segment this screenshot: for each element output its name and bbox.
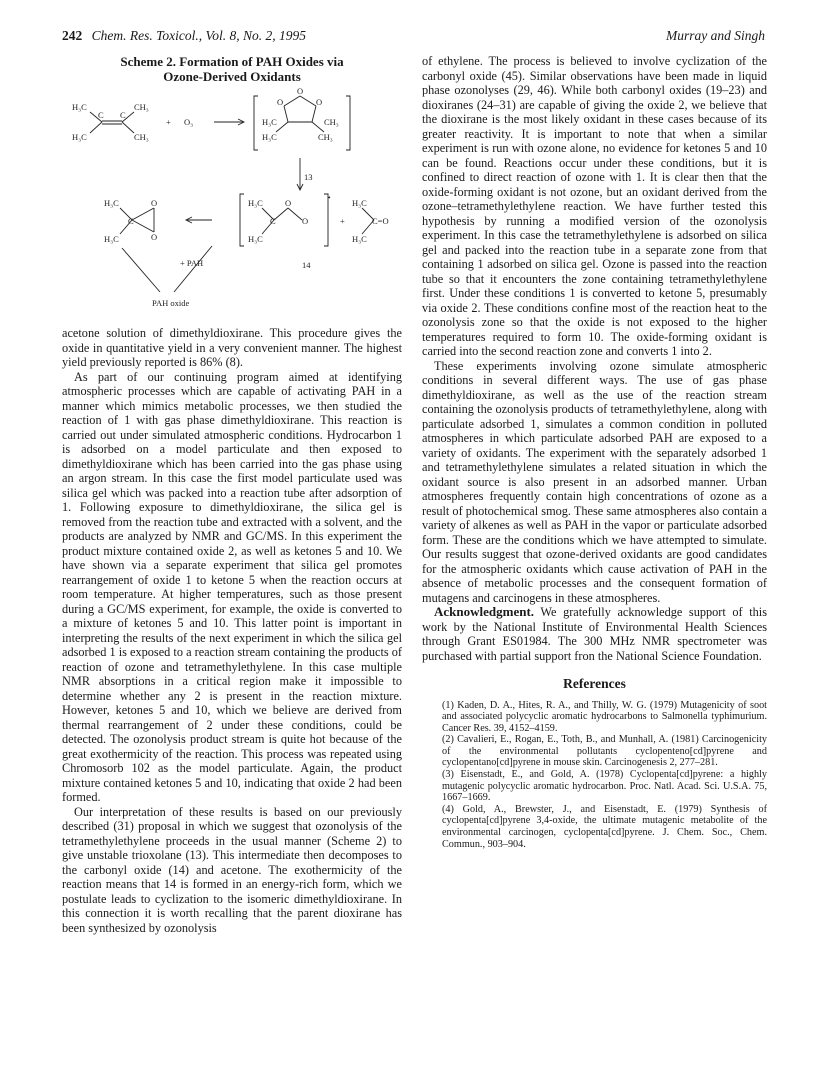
running-header bbox=[62, 28, 765, 46]
scheme-title-line1: Scheme 2. Formation of PAH Oxides via bbox=[120, 54, 344, 69]
oxygen-label-3: O bbox=[316, 97, 323, 107]
carbon-label-3: C bbox=[270, 216, 276, 226]
methyl-label-7: H₃C bbox=[262, 132, 277, 142]
methyl-label-2: CH₃ bbox=[134, 102, 149, 112]
oxygen-label-7: O bbox=[151, 232, 158, 242]
ack-heading: Acknowledgment. bbox=[434, 604, 535, 619]
oxygen-label-4: O bbox=[285, 198, 292, 208]
reference-4: (4) Gold, A., Brewster, J., and Eisenstadt, E. (1979) Synthesis of cyclopenta[cd]pyrene 3,4-oxide, the ultimate mutagenic metabolite of the environmental carcinogen, cyclopenta[cd]pyrene. J. Chem. Soc., Chem. Commun., 903–904. bbox=[442, 803, 767, 850]
plus-sign-2: + bbox=[340, 216, 345, 226]
scheme-title-line2: Ozone-Derived Oxidants bbox=[163, 69, 301, 84]
methyl-label-1: H₃C bbox=[72, 102, 87, 112]
reference-3: (3) Eisenstadt, E., and Gold, A. (1978) Cyclopenta[cd]pyrene: a highly mutagenic polycyclic aromatic hydrocarbon. Proc. Natl. Acad. Sci. U.S.A. 75, 1667–1669. bbox=[442, 769, 767, 804]
right-paragraph-2: These experiments involving ozone simulate atmospheric conditions in several different ways. The use of gas phase dimethyldioxirane, as well as the use of the reaction stream containing the ozonolysis products of tetramethylethylene, along with particulate adsorbed 1, simulates a common condition in polluted atmospheres in which particulate adsorbed PAH are exposed to a variety of oxidants. The experiment with the separately adsorbed 1 and tetramethylethylene simulates a related situation in which the oxidant source is also present in an adsorbed manner. Urban atmospheres frequently contain high concentrations of ozone as a result of photochemical smog. These same atmospheres also contain a variety of alkenes as well as PAH in the vapor or particulate adsorbed form. These are the conditions which we have attempted to simulate. Our results suggest that ozone-derived oxidants are good candidates for the atmospheric oxidants which cause activation of PAH in the absence of metabolic processes and the consequent formation of mutagens and carcinogens in these atmospheres. bbox=[422, 358, 767, 605]
methyl-label-8: CH₃ bbox=[318, 132, 333, 142]
pah-oxide-label: PAH oxide bbox=[152, 298, 190, 308]
ack-text: We gratefully acknowledge support of this work by the National Institute of Environmental Health Sciences through Grant ES01984. The 300 MHz NMR spectrometer was purchased with partial support fron the National Science Foundation. bbox=[422, 605, 767, 663]
plus-sign-1: + bbox=[166, 117, 171, 127]
methyl-label-6: CH₃ bbox=[324, 117, 339, 127]
compound-13-label: 13 bbox=[304, 172, 313, 182]
oxygen-label-5: O bbox=[302, 216, 309, 226]
methyl-label-4: CH₃ bbox=[134, 132, 149, 142]
right-column bbox=[422, 54, 767, 850]
carbon-label-1: C bbox=[98, 110, 104, 120]
oxygen-label-1: O bbox=[297, 88, 304, 96]
left-paragraph-2: As part of our continuing program aimed at identifying atmospheric processes which are capable of activating PAH in a manner which mimics metabolic processes, we then studied the reaction of 1 with gas phase dimethyldioxirane. This reaction is carried out under simulated atmospheric conditions. Hydrocarbon 1 is adsorbed on a model particulate and then exposed to dimethyldioxirane which has been carried into the gas phase using an argon stream. In this case the first model particulate used was silica gel which was packed into a reaction tube after adsorption of 1. Following exposure to dimethyldioxirane, the silica gel is removed from the reaction tube and extracted with a solvent, and the products are analyzed by NMR and GC/MS. In this experiment the product mixture contained oxide 2, as well as ketones 5 and 10. We have shown via a separate experiment that silica gel promotes rearrangement of oxide 1 to ketone 5 when the reaction occurs at room temperature. At higher temperatures, such as those present during a GC/MS experiment, for example, the oxide is converted to a mixture of ketones 5 and 10. This latter point is important in interpreting the results of the next experiment in which the silica gel adsorbed 1 is exposed to a reaction stream containing the products of reaction of ozone and tetramethylethylene. In this case multiple NMR absorptions in a critical region make it impossible to determine whether any 2 is present in the reaction mixture. However, ketones 5 and 10, which we believe are derived from thermal rearrangement of 2 under these conditions, could be detected. The ozonolysis product stream is quite hot because of the great exothermicity of the reaction. This process was repeated using Chromosorb 102 as the model particulate. Again, the product mixture contained ketones 5 and 10, indicating that oxide 2 had been formed. bbox=[62, 369, 402, 804]
oxygen-label-2: O bbox=[277, 97, 284, 107]
journal-citation: Chem. Res. Toxicol., Vol. 8, No. 2, 1995 bbox=[91, 28, 306, 43]
compound-14-label: 14 bbox=[302, 260, 311, 270]
left-column bbox=[62, 326, 402, 935]
methyl-label-9: H₃C bbox=[248, 198, 263, 208]
right-paragraph-1: of ethylene. The process is believed to involve cyclization of the carbonyl oxide (45). Similar observations have been made in liquid phase ozonolyses (29, 46). While both carbonyl oxides (19–23) and dioxiranes (24–31) are capable of giving the oxide 2, we believe that the dioxirane is the most likely oxidant in these cases because of its greater reactivity. It is important to note that when a similar experiment is run with ozone alone, no evidence for ketones 5 and 10 can be found. Reactions occur under these conditions, but it is confined to direct reaction of ozone with 1. It is clear then that the oxide-forming oxidant is not ozone, but an oxidant derived from the ozone–tetramethylethylene reaction. We have further tested this hypothesis by running a modified version of the ozonolysis experiment. In this case the tetramethylethylene is adsorbed on silica gel and packed into the reaction tube in a separate zone from that containing 1 adsorbed on silica gel. Ozone is passed into the reaction tube so that it encounters the zone containing tetramethylethylene first. Under these conditions 1 is converted to ketone 5, presumably via oxide 2. These conditions confine most of the reaction heat to the ozonolysis zone so that the oxide is not exposed to the higher temperatures required to form 10. The oxide-forming oxidant is carried into the second reaction zone and converts 1 into 2. bbox=[422, 54, 767, 358]
ozone-label: O₃ bbox=[184, 117, 194, 127]
oxygen-label-6: O bbox=[151, 198, 158, 208]
left-paragraph-3: Our interpretation of these results is based on our previously described (31) proposal in which we suggest that ozonolysis of the tetramethylethylene proceeds in the usual manner (Scheme 2) to give unstable trioxolane (13). This intermediate then decomposes to the carbonyl oxide (14) and acetone. The exothermicity of the reaction means that 14 is formed in an energy-rich form, which we postulate leads to cyclization to the isomeric dimethyldioxirane. In this connection it is worth recalling that the parent dioxirane has been synthesized by ozonolysis bbox=[62, 804, 402, 935]
methyl-label-13: H₃C bbox=[104, 198, 119, 208]
carbon-label-4: C bbox=[128, 216, 134, 226]
methyl-label-11: H₃C bbox=[352, 198, 367, 208]
methyl-label-10: H₃C bbox=[248, 234, 263, 244]
left-paragraph-1: acetone solution of dimethyldioxirane. This procedure gives the oxide in quantitative yield in a very convenient manner. The highest yield previously reported is 86% (8). bbox=[62, 326, 402, 369]
carbonyl-label: C=O bbox=[372, 216, 389, 226]
methyl-label-14: H₃C bbox=[104, 234, 119, 244]
acknowledgment bbox=[422, 605, 767, 663]
methyl-label-5: H₃C bbox=[262, 117, 277, 127]
methyl-label-12: H₃C bbox=[352, 234, 367, 244]
scheme-2 bbox=[62, 54, 402, 322]
scheme-title bbox=[62, 54, 402, 84]
radical-dot: • bbox=[328, 193, 331, 202]
carbon-label-2: C bbox=[120, 110, 126, 120]
scheme-diagram bbox=[62, 88, 402, 322]
page-number: 242 bbox=[62, 28, 83, 43]
references-title: References bbox=[563, 676, 626, 691]
reference-2: (2) Cavalieri, E., Rogan, E., Toth, B., and Munhall, A. (1981) Carcinogenicity of the environmental pollutants cyclopenteno[cd]pyrene and cyclopentano[cd]pyrene in mouse skin. Carcinogenesis 2, 277–281. bbox=[442, 734, 767, 769]
reference-1: (1) Kaden, D. A., Hites, R. A., and Thilly, W. G. (1979) Mutagenicity of soot and associated polycyclic aromatic hydrocarbons to Salmonella typhimurium. Cancer Res. 39, 4152–4159. bbox=[442, 699, 767, 734]
running-authors: Murray and Singh bbox=[666, 28, 765, 43]
plus-pah-label: + PAH bbox=[180, 258, 204, 268]
methyl-label-3: H₃C bbox=[72, 132, 87, 142]
